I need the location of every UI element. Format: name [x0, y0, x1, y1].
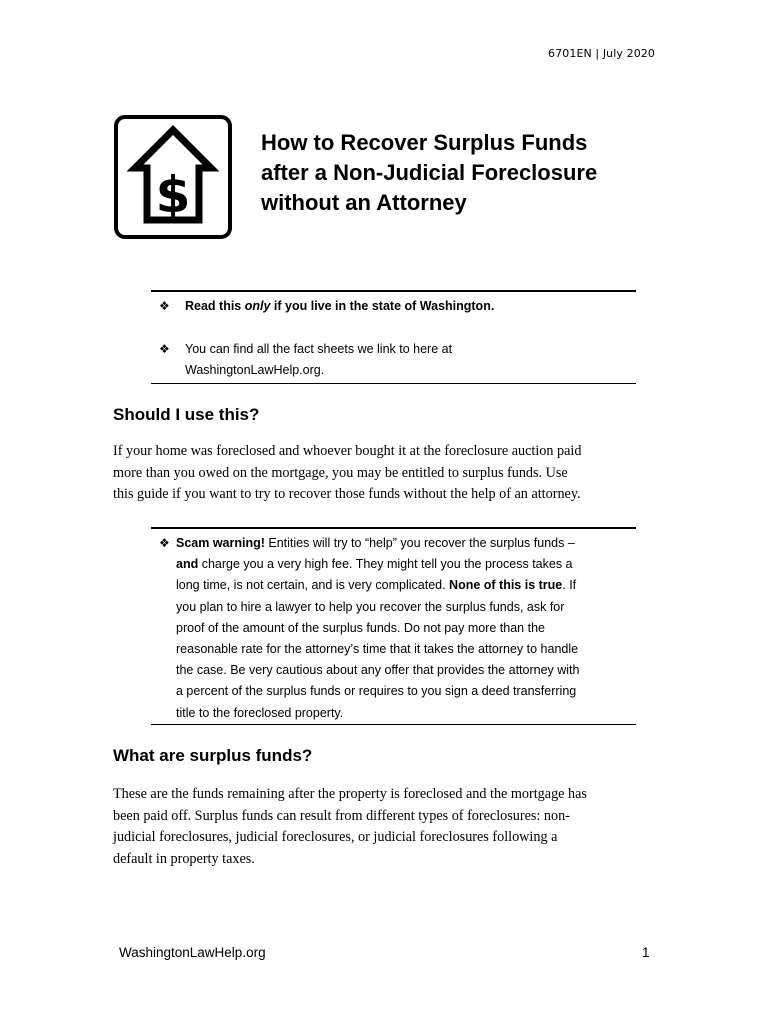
scam-warning-text: Scam warning! Entities will try to “help” you recover the surplus funds – and charge you a very high fee. They might tell you the process takes a long time, is not certain, and is very complicated. None of this is true. If you plan to hire a lawyer to help you recover the surplus funds, ask for proof of the amount of the surplus funds. Do not pay more than the reasonable rate for the attorney’s time that it takes the attorney to handle the case. Be very cautious about any offer that provides the attorney with a percent of the surplus funds or requires to you sign a deed transferring title to the foreclosed property. [176, 536, 580, 720]
dollar-sign: $ [155, 166, 191, 224]
page-title [261, 128, 681, 218]
title-line: after a Non-Judicial Foreclosure [261, 160, 598, 185]
footer-site: WashingtonLawHelp.org [119, 945, 266, 960]
document-code: 6701EN | July 2020 [548, 47, 655, 60]
diamond-bullet-icon: ❖ [159, 342, 170, 356]
notice-text: You can find all the fact sheets we link to here at WashingtonLawHelp.org. [185, 342, 453, 377]
section-paragraph: These are the funds remaining after the property is foreclosed and the mortgage has been paid off. Surplus funds can result from different types of foreclosures: non- judicial foreclosures, judicial foreclosures, or judicial foreclosures following a default in property taxes. [113, 786, 587, 867]
section-heading-should-i-use: Should I use this? [113, 405, 260, 424]
title-line: without an Attorney [261, 190, 467, 215]
scam-warning-callout [151, 527, 636, 725]
house-dollar-icon [113, 114, 233, 240]
section-heading-surplus-funds: What are surplus funds? [113, 746, 313, 765]
notice-callout [151, 290, 636, 384]
diamond-bullet-icon: ❖ [159, 536, 170, 550]
section-paragraph: If your home was foreclosed and whoever bought it at the foreclosure auction paid more than you owed on the mortgage, you may be entitled to surplus funds. Use this guide if you want to try to recover those funds without the help of an attorney. [113, 443, 582, 502]
page-number: 1 [642, 945, 650, 960]
title-line: How to Recover Surplus Funds [261, 130, 588, 155]
notice-text: Read this only if you live in the state of Washington. [185, 299, 495, 313]
diamond-bullet-icon: ❖ [159, 299, 170, 313]
fact-sheets-link-text: WashingtonLawHelp.org. [185, 363, 325, 377]
